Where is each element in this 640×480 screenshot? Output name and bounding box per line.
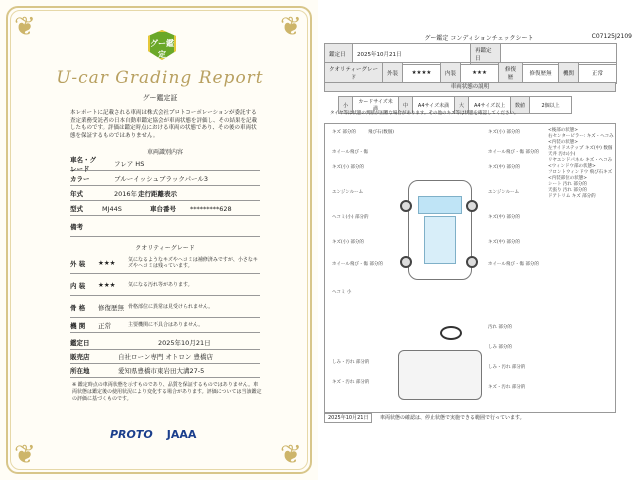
- address-row: [70, 364, 260, 378]
- grade-desc: 気になる汚れ等があります。: [128, 281, 193, 288]
- grade-row-interior: [70, 275, 260, 296]
- vehicle-model-value: MJ44S: [102, 204, 122, 213]
- windshield: [418, 196, 462, 214]
- vehicle-year-label: 年式: [70, 190, 83, 198]
- damage-label: キズ(中) 部分的: [488, 215, 520, 220]
- tire-icon: [466, 256, 478, 268]
- vehicle-remarks-label: 備考: [70, 223, 83, 231]
- engine-label: 機関: [559, 63, 579, 84]
- legend-note: タイヤ等は状態の判断が困難な場合があります。その他のキズ等は状態を確認してください。: [330, 111, 519, 116]
- damage-label: キズ(小) 部分的: [488, 130, 520, 135]
- proto-logo: PROTO: [110, 428, 153, 441]
- ornament-icon: ❦: [14, 440, 36, 470]
- damage-label: ホイール飛び・傷 部分的: [488, 262, 539, 267]
- vehicle-year-value: 2016年: [114, 190, 138, 198]
- damage-label: キズ(小) 部分的: [332, 240, 364, 245]
- inspection-date-label: 鑑定日: [70, 339, 90, 347]
- shop-value: 自社ローン専門 オトロン 豊橋店: [118, 353, 214, 361]
- document-id: C07125J2109: [591, 33, 632, 40]
- grade-row-engine: [70, 319, 260, 333]
- grade-label: 機 関: [70, 322, 86, 330]
- check-sheet-title: グー鑑定 コンディションチェックシート: [424, 35, 534, 42]
- vehicle-color-value: ブルーイッシュブラックパール3: [114, 175, 208, 183]
- damage-label: ホイール飛び・傷 部分的: [332, 262, 383, 267]
- ext-value: ★★★★: [403, 63, 441, 84]
- damage-label: エンジンルーム: [332, 190, 364, 195]
- size-cell: 中: [399, 97, 413, 114]
- report-title: U-car Grading Report: [56, 68, 264, 88]
- damage-label: キズ・汚れ 部分的: [488, 385, 526, 390]
- chassis-label: 車台番号: [150, 205, 176, 213]
- reinspection-label: 再鑑定日: [471, 44, 501, 65]
- quality-table: [324, 62, 617, 84]
- vehicle-color-label: カラー: [70, 175, 90, 183]
- inspection-date-value: 2025年10月21日: [158, 339, 211, 347]
- footer-note: [324, 414, 525, 421]
- int-value: ★★★: [461, 63, 499, 84]
- int-label: 内装: [441, 63, 461, 84]
- damage-label: しみ・汚れ 部分的: [332, 360, 370, 365]
- inspection-date-value: 2025年10月21日: [353, 44, 471, 65]
- damage-label: ホイール飛び・傷 部分的: [488, 150, 539, 155]
- condition-title: 車両状態の説明: [324, 82, 616, 92]
- tire-icon: [466, 200, 478, 212]
- damage-label: しみ・汚れ 部分的: [488, 365, 526, 370]
- size-cell: A4サイズ以上: [469, 97, 511, 114]
- grade-stars: ★★★: [98, 259, 116, 267]
- ornament-icon: ❦: [14, 12, 36, 42]
- damage-label: キズ(中) 部分的: [488, 240, 520, 245]
- side-notes: <後部の状態> 右センターピラー: キズ・ヘコみ <内装の状態> 左サイドステップ キズ(中) 数個 天井 汚れ(小) リヤエンドパネル キズ・ヘコみ <ウィンドウ部の状態> フロントウィンドウ 飛び石キズ <内装部位の状態> シート 汚れ 部分的 天張り 汚れ 部分的 ドアトリム キズ 部分的: [548, 128, 614, 199]
- damage-label: キズ(小) 部分的: [332, 165, 364, 170]
- inspection-date-row: [70, 336, 260, 350]
- grade-stars: 正常: [98, 322, 111, 330]
- repair-value: 修復歴無: [523, 63, 559, 84]
- grade-desc: 骨格部位に異常は見受けられません。: [128, 303, 214, 310]
- damage-label: キズ(中) 部分的: [488, 165, 520, 170]
- grade-label: 内 装: [70, 281, 86, 290]
- address-label: 所在地: [70, 367, 90, 375]
- quality-label: クオリティーグレード: [325, 63, 383, 84]
- vehicle-remarks-row: [70, 217, 260, 237]
- certificate-notes: ※ 鑑定時点の車両状態を示すものであり、品質を保証するものではありません。車両状態は鑑定後の使用状況により変化する場合があります。評価については当該鑑定の評価に基づくものです。: [72, 382, 262, 402]
- car-body-front: [398, 350, 482, 400]
- grade-row-exterior: [70, 253, 260, 274]
- vehicle-color-row: [70, 172, 260, 186]
- tire-icon: [400, 256, 412, 268]
- damage-label: エンジンルーム: [488, 190, 520, 195]
- size-cell: A4サイズ未満: [413, 97, 455, 114]
- shop-row: [70, 350, 260, 364]
- damage-label: ヘコミ 小: [332, 290, 352, 295]
- vehicle-name-value: フレア HS: [114, 160, 145, 168]
- grade-label: 外 装: [70, 259, 86, 268]
- damage-label: 飛び石(数個): [368, 130, 395, 135]
- footer-date: 2025年10月21日: [324, 413, 372, 423]
- vehicle-name-label: 車名・グレード: [70, 155, 96, 173]
- size-cell: 大: [455, 97, 469, 114]
- vehicle-section-title: 車両識別内容: [146, 149, 183, 156]
- damage-label: ホイール飛び・傷: [332, 150, 368, 155]
- inspection-date-label: 鑑定日: [325, 44, 353, 65]
- size-cell: 2個以上: [530, 97, 572, 114]
- footer-text: 車両状態の確認は、停止状態で実施できる範囲で行っています。: [380, 415, 525, 421]
- repair-label: 修復歴: [499, 63, 523, 84]
- mileage-label: 走行距離表示: [138, 190, 177, 198]
- vehicle-model-label: 型式: [70, 205, 83, 213]
- certificate-panel: [0, 0, 318, 480]
- ornament-icon: ❦: [280, 440, 302, 470]
- ext-label: 外装: [383, 63, 403, 84]
- damage-label: キズ・汚れ 部分的: [332, 380, 370, 385]
- damage-label: キズ 部分的: [332, 130, 356, 135]
- size-cell: 数値: [511, 97, 530, 114]
- size-cell: カードサイズ未満: [353, 97, 399, 114]
- ornament-icon: ❦: [280, 12, 302, 42]
- roof-glass: [424, 216, 456, 264]
- vehicle-year-row: [70, 187, 260, 201]
- steering-wheel-icon: [440, 326, 462, 340]
- vehicle-name-row: [70, 157, 260, 171]
- badge-text: グー鑑定: [150, 39, 174, 59]
- chassis-value: *********628: [190, 204, 232, 213]
- tire-icon: [400, 200, 412, 212]
- report-subtitle: グー鑑定証: [142, 94, 178, 102]
- damage-label: ヘコミ(小) 部分的: [332, 215, 369, 220]
- grade-desc: 主要機関に不具合はありません。: [128, 322, 204, 329]
- grade-stars: ★★★: [98, 281, 116, 289]
- grade-row-frame: [70, 297, 260, 318]
- size-cell: 小: [339, 97, 353, 114]
- engine-value: 正常: [579, 63, 617, 84]
- jaaa-logo: JAAA: [166, 428, 197, 441]
- logos: [110, 428, 196, 441]
- shop-label: 販売店: [70, 353, 90, 361]
- address-value: 愛知県豊橋市東岩田大溝27-5: [118, 367, 205, 375]
- grade-desc: 気になるようなキズやヘコミは補修済みですが、小さなキズやヘコミは残っています。: [128, 256, 258, 269]
- vehicle-model-row: [70, 202, 260, 216]
- damage-label: 汚れ 部分的: [488, 325, 512, 330]
- grade-stars: 修復歴無: [98, 303, 124, 312]
- damage-label: しみ 部分的: [488, 345, 512, 350]
- quality-section-title: クオリティーグレード: [135, 245, 195, 252]
- grade-label: 骨 格: [70, 303, 86, 312]
- intro-text: 本レポートに記載される車両は株式会社プロトコーポレーションが委託する査定業務受託者の日本自動車鑑定協会が車両状態を評価し、その結果を記載したものです。評価は鑑定時点における車両の状態であり、その後の車両状態を保証するものではありません。: [70, 110, 258, 139]
